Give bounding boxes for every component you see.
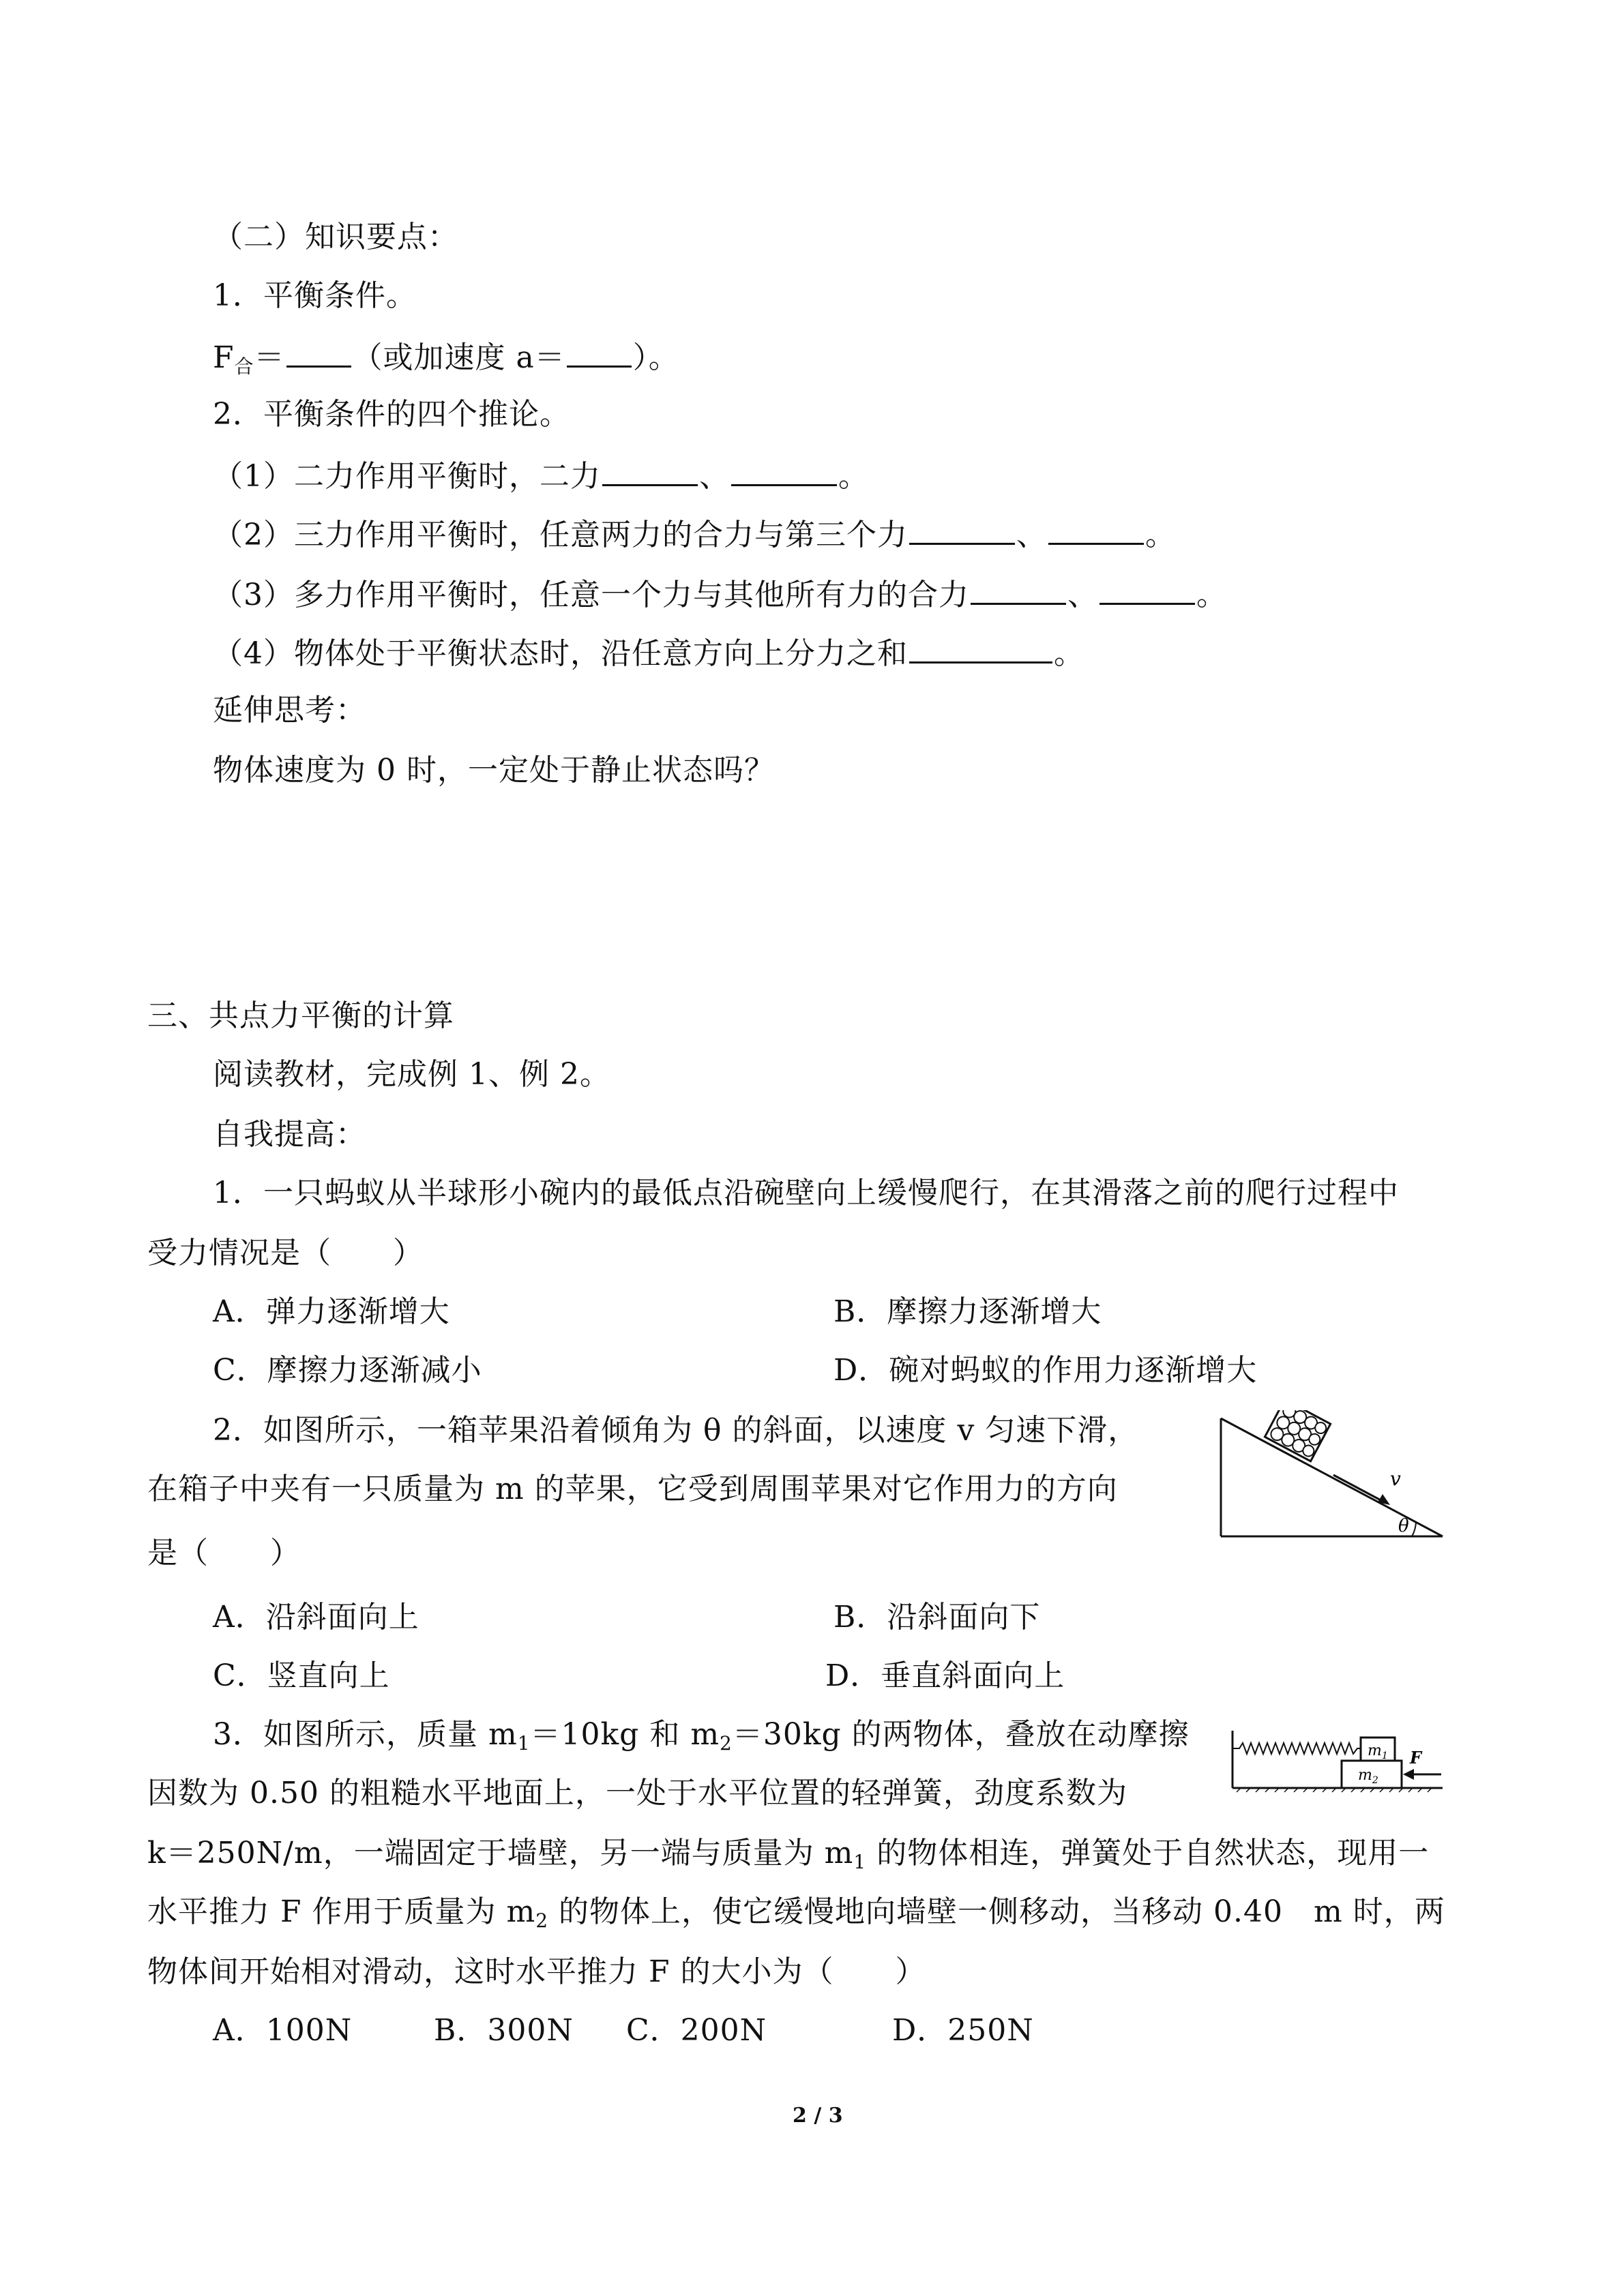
blank-c2-1[interactable] (909, 513, 1015, 545)
apple-box (1265, 1410, 1330, 1461)
balance-condition-line: $F_合=$ （或加速度 a＝ ）。 (213, 336, 679, 387)
self-improve-label: 自我提高： (213, 1117, 366, 1152)
blank-c1-1[interactable] (602, 454, 698, 486)
q3-stem-line2: 因数为 0.50 的粗糙水平地面上，一处于水平位置的轻弹簧，劲度系数为 (147, 1776, 1127, 1810)
q1-option-a[interactable]: A．弹力逐渐增大 (213, 1294, 450, 1329)
q1-stem-line1: 1．一只蚂蚁从半球形小碗内的最低点沿碗壁向上缓慢爬行，在其滑落之前的爬行过程中 (213, 1176, 1399, 1210)
page-number: 2 / 3 (793, 2104, 843, 2128)
q2-stem-line3: 是（ ） (147, 1536, 301, 1570)
q2-option-c[interactable]: C．竖直向上 (213, 1658, 390, 1693)
blank-c3-2[interactable] (1099, 573, 1195, 605)
blank-c1-2[interactable] (731, 454, 837, 486)
force-arrowhead (1403, 1769, 1414, 1780)
blank-acceleration[interactable] (567, 336, 632, 368)
incline-figure (1214, 1410, 1453, 1547)
section2-heading: （二）知识要点： (213, 220, 458, 254)
q3-option-a[interactable]: A．100N (213, 2013, 353, 2048)
q1-option-b[interactable]: B．摩擦力逐渐增大 (833, 1294, 1102, 1329)
corollary-4: （4）物体处于平衡状态时，沿任意方向上分力之和 。 (213, 631, 1084, 674)
angle-arc (1412, 1521, 1416, 1536)
spring (1232, 1743, 1361, 1754)
corollary-2: （2）三力作用平衡时，任意两力的合力与第三个力 、 。 (213, 513, 1176, 556)
q2-option-d[interactable]: D．垂直斜面向上 (825, 1658, 1065, 1693)
q3-stem-line3: k＝250N/m，一端固定于墙壁，另一端与质量为 $m_1$ 的物体相连，弹簧处于自然状态，现用一 (147, 1836, 1430, 1873)
blank-c4[interactable] (909, 631, 1052, 664)
q1-option-d[interactable]: D．碗对蚂蚁的作用力逐渐增大 (833, 1353, 1258, 1388)
block-m1-label: $m_1$ (1368, 1742, 1388, 1761)
q2-option-b[interactable]: B．沿斜面向下 (833, 1600, 1041, 1635)
velocity-arrow (1333, 1475, 1385, 1502)
q2-option-a[interactable]: A．沿斜面向上 (213, 1600, 419, 1635)
q1-option-c[interactable]: C．摩擦力逐渐减小 (213, 1353, 482, 1388)
corollary-1: （1）二力作用平衡时，二力 、 。 (213, 454, 869, 497)
theta-label: θ (1398, 1516, 1409, 1536)
corollary-3: （3）多力作用平衡时，任意一个力与其他所有力的合力 、 。 (213, 573, 1227, 616)
force-label: F (1410, 1748, 1422, 1768)
velocity-label: v (1390, 1467, 1401, 1490)
q2-stem-line2: 在箱子中夹有一只质量为 m 的苹果，它受到周围苹果对它作用力的方向 (147, 1472, 1118, 1506)
section3-heading: 三、共点力平衡的计算 (147, 998, 454, 1033)
read-instruction: 阅读教材，完成例 1、例 2。 (213, 1057, 610, 1092)
item1-title: 1．平衡条件。 (213, 278, 417, 313)
q3-option-c[interactable]: C．200N (626, 2013, 767, 2048)
q3-stem-line4: 水平推力 F 作用于质量为 $m_2$ 的物体上，使它缓慢地向墙壁一侧移动，当移动 0.40 m 时，两 (147, 1894, 1445, 1932)
q3-option-b[interactable]: B．300N (434, 2013, 574, 2048)
spring-blocks-figure (1224, 1725, 1449, 1793)
q3-stem-line1: 3．如图所示，质量 $m_1=10kg$ 和 $m_2=30kg$ 的两物体，叠放在动摩擦 (213, 1717, 1190, 1755)
q3-stem-line5: 物体间开始相对滑动，这时水平推力 F 的大小为（ ） (147, 1954, 926, 1989)
q2-stem-line1: 2．如图所示，一箱苹果沿着倾角为 θ 的斜面，以速度 v 匀速下滑， (213, 1413, 1139, 1448)
extend-thinking-label: 延伸思考： (213, 693, 366, 728)
blank-c3-1[interactable] (971, 573, 1066, 605)
item2-title: 2．平衡条件的四个推论。 (213, 397, 570, 432)
q1-stem-line2: 受力情况是（ ） (147, 1236, 424, 1270)
extend-question: 物体速度为 0 时，一定处于静止状态吗？ (213, 753, 775, 788)
blank-f-net[interactable] (286, 336, 351, 368)
block-m2-label: $m_2$ (1358, 1767, 1378, 1786)
blank-c2-2[interactable] (1048, 513, 1144, 545)
q3-option-d[interactable]: D．250N (892, 2013, 1034, 2048)
incline-slope (1221, 1418, 1443, 1536)
